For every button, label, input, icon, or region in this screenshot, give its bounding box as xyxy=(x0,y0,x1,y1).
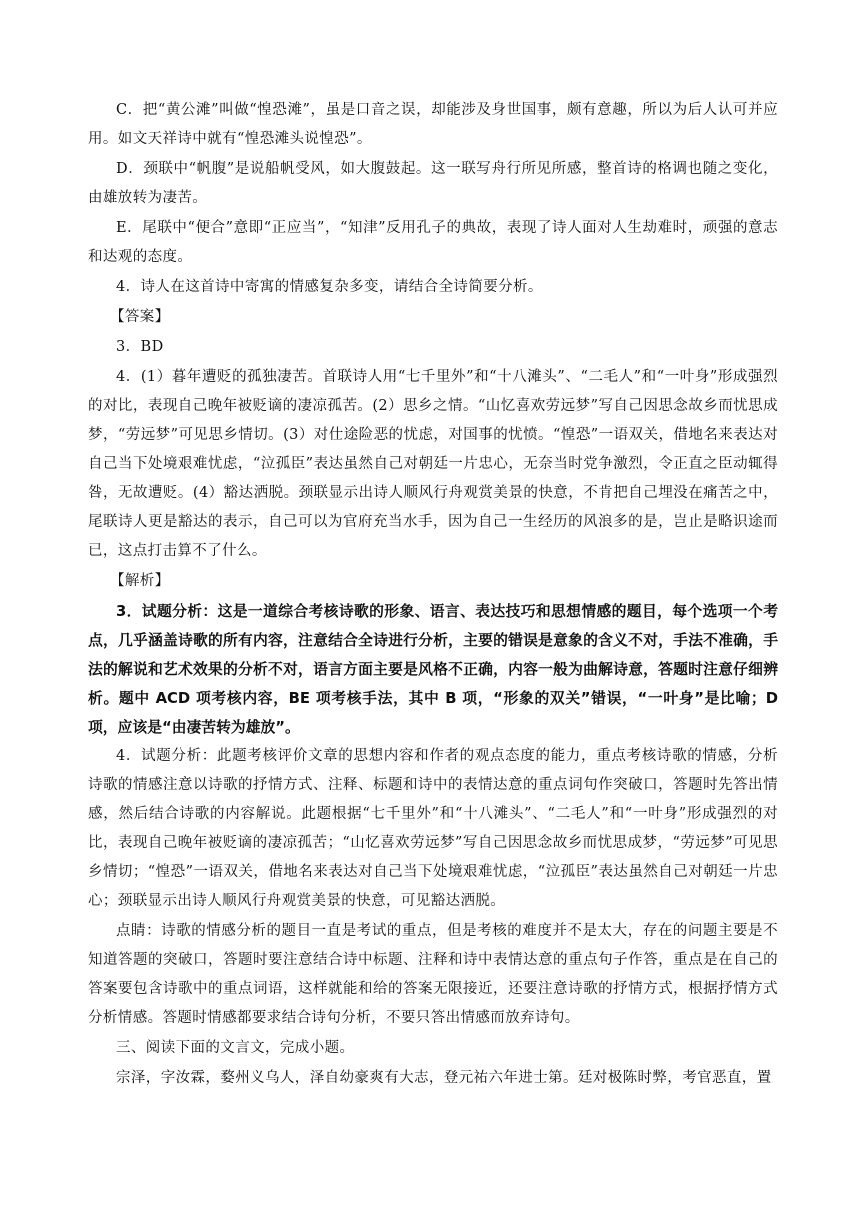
analysis-label: 【解析】 xyxy=(110,573,170,589)
option-e: E．尾联中“便合”意即“正应当”，“知津”反用孔子的典故，表现了诗人面对人生劫难时，顽强的意志和达观的态度。 xyxy=(88,220,778,265)
key-point: 点睛：诗歌的情感分析的题目一直是考试的重点，但是考核的难度并不是太大，存在的问题主要是不知道答题的突破口，答题时要注意结合诗中标题、注释和诗中表情达意的重点句子作答，重点是在自己的答案要包含诗歌中的重点词语，这样就能和给的答案无限接近，还要注意诗歌的抒情方式，根据抒情方式分析情感。答题时情感都要求结合诗句分析，不要只答出情感而放弃诗句。 xyxy=(88,923,778,1026)
option-c: C．把“黄公滩”叫做“惶恐滩”，虽是口音之误，却能涉及身世国事，颇有意趣，所以为后人认可并应用。如文天祥诗中就有“惶恐滩头说惶恐”。 xyxy=(88,102,778,147)
analysis-3: 3．试题分析：这是一道综合考核诗歌的形象、语言、表达技巧和思想情感的题目，每个选项一个考点，几乎涵盖诗歌的所有内容，注意结合全诗进行分析，主要的错误是意象的含义不对，手法不准确，手法的解说和艺术效果的分析不对，语言方面主要是风格不正确，内容一般为曲解诗意，答题时注意仔细辨析。题中 ACD 项考核内容，BE 项考核手法，其中 B 项，“形象的双关”错误，“一叶身”是比喻；D 项，应该是“由凄苦转为雄放”。 xyxy=(88,603,778,736)
answer-3: 3．BD xyxy=(116,339,164,355)
answer-label: 【答案】 xyxy=(110,309,170,325)
document-page xyxy=(88,96,778,1094)
answer-4: 4．(1）暮年遭贬的孤独凄苦。首联诗人用“七千里外”和“十八滩头”、“二毛人”和“一叶身”形成强烈的对比，表现自己晚年被贬谪的凄凉孤苦。(2）思乡之情。“山忆喜欢劳远梦”写自己因思念故乡而忧思成梦，“劳远梦”可见思乡情切。(3）对仕途险恶的忧虑，对国事的忧愤。“惶恐”一语双关，借地名来表达对自己当下处境艰难忧虑，“泣孤臣”表达虽然自己对朝廷一片忠心，无奈当时党争激烈，令正直之臣动辄得咎，无故遭贬。(4）豁达洒脱。颈联显示出诗人顺风行舟观赏美景的快意，不肯把自己埋没在痛苦之中，尾联诗人更是豁达的表示，自己可以为官府充当水手，因为自己一生经历的风浪多的是，岂止是略识途而已，这点打击算不了什么。 xyxy=(88,369,778,559)
option-d: D．颈联中“帆腹”是说船帆受风，如大腹鼓起。这一联写舟行所见所感，整首诗的格调也随之变化，由雄放转为凄苦。 xyxy=(88,161,778,206)
section-3-heading: 三、阅读下面的文言文，完成小题。 xyxy=(116,1040,355,1056)
classical-text: 宗泽，字汝霖，婺州义乌人，泽自幼豪爽有大志，登元祐六年进士第。廷对极陈时弊，考官恶直，置 xyxy=(116,1070,772,1086)
question-4: 4．诗人在这首诗中寄寓的情感复杂多变，请结合全诗简要分析。 xyxy=(116,279,543,295)
analysis-4: 4．试题分析：此题考核评价文章的思想内容和作者的观点态度的能力，重点考核诗歌的情感，分析诗歌的情感注意以诗歌的抒情方式、注释、标题和诗中的表情达意的重点词句作突破口，答题时先答出情感，然后结合诗歌的内容解说。此题根据“七千里外”和“十八滩头”、“二毛人”和“一叶身”形成强烈的对比，表现自己晚年被贬谪的凄凉孤苦；“山忆喜欢劳远梦”写自己因思念故乡而忧思成梦，“劳远梦”可见思乡情切；“惶恐”一语双关，借地名来表达对自己当下处境艰难忧虑，“泣孤臣”表达虽然自己对朝廷一片忠心；颈联显示出诗人顺风行舟观赏美景的快意，可见豁达洒脱。 xyxy=(88,748,778,909)
